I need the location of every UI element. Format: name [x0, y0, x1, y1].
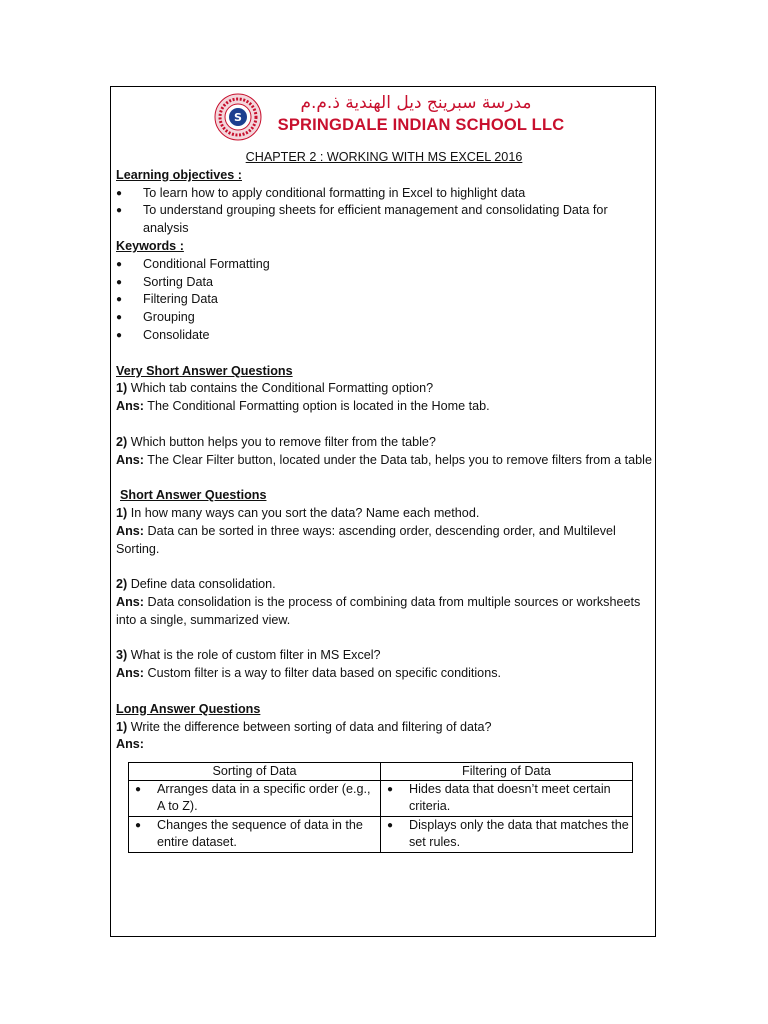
table-cell: ● Hides data that doesn’t meet certain criteria. — [381, 781, 633, 817]
answer: Ans: Custom filter is a way to filter data based on specific conditions. — [116, 666, 501, 681]
long-answer-heading: Long Answer Questions — [116, 701, 261, 716]
answer: Ans: The Clear Filter button, located under the Data tab, helps you to remove filters from a table — [116, 452, 652, 467]
table-cell: ● Displays only the data that matches the set rules. — [381, 817, 633, 853]
question: 2) Which button helps you to remove filter from the table? — [116, 434, 436, 449]
document-content — [116, 87, 652, 853]
answer: Ans: The Conditional Formatting option is located in the Home tab. — [116, 399, 490, 414]
school-name-arabic: مدرسة سبرينج ديل الهندية ذ.م.م — [300, 93, 532, 113]
school-name: SPRINGDALE INDIAN SCHOOL LLC — [277, 116, 565, 134]
question: 1) In how many ways can you sort the data? Name each method. — [116, 505, 480, 520]
column-header: Filtering of Data — [381, 763, 633, 781]
svg-text:S: S — [234, 111, 242, 124]
list-item: ● To learn how to apply conditional formatting in Excel to highlight data — [116, 185, 652, 203]
learning-objectives-heading: Learning objectives : — [116, 167, 242, 182]
table-header-row — [129, 763, 633, 781]
question: 1) Which tab contains the Conditional Formatting option? — [116, 381, 434, 396]
question: 1) Write the difference between sorting of data and filtering of data? — [116, 719, 492, 734]
list-item: ● Consolidate — [116, 327, 652, 345]
list-item: ● Conditional Formatting — [116, 256, 652, 274]
learning-objectives-list — [116, 185, 652, 238]
keywords-list — [116, 256, 652, 345]
answer-label: Ans: — [116, 737, 144, 752]
answer: Ans: Data can be sorted in three ways: ascending order, descending order, and Multilevel Sorting. — [116, 523, 616, 556]
table-row — [129, 817, 633, 853]
very-short-heading: Very Short Answer Questions — [116, 363, 293, 378]
column-header: Sorting of Data — [129, 763, 381, 781]
list-item: ● To understand grouping sheets for efficient management and consolidating Data for analysis — [116, 202, 652, 238]
question: 2) Define data consolidation. — [116, 577, 276, 592]
comparison-table — [128, 762, 633, 853]
school-crest-icon — [214, 93, 262, 141]
list-item: ● Grouping — [116, 309, 652, 327]
short-answer-heading: Short Answer Questions — [120, 488, 267, 503]
table-row — [129, 781, 633, 817]
school-header — [116, 87, 652, 149]
table-cell: ● Changes the sequence of data in the entire dataset. — [129, 817, 381, 853]
chapter-title: CHAPTER 2 : WORKING WITH MS EXCEL 2016 — [245, 150, 523, 164]
list-item: ● Filtering Data — [116, 291, 652, 309]
table-cell: ● Arranges data in a specific order (e.g., A to Z). — [129, 781, 381, 817]
page-frame — [110, 86, 656, 937]
answer: Ans: Data consolidation is the process of combining data from multiple sources or worksheets into a single, summarized view. — [116, 594, 641, 627]
list-item: ● Sorting Data — [116, 274, 652, 292]
question: 3) What is the role of custom filter in MS Excel? — [116, 648, 381, 663]
keywords-heading: Keywords : — [116, 238, 184, 253]
